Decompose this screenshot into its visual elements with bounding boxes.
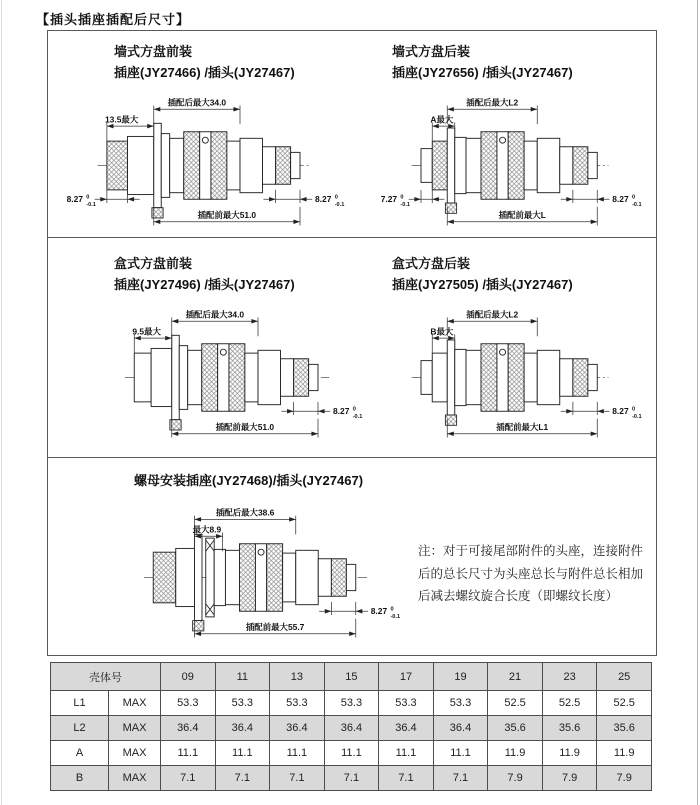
part-numbers-label: 插座(JY27656) /插头(JY27467) <box>392 65 573 80</box>
dim-arrow <box>566 197 573 202</box>
table-cell: 7.1 <box>379 766 434 791</box>
drawing-wall-rear <box>376 83 676 233</box>
panel-title <box>134 470 408 491</box>
connector-segment <box>455 137 466 193</box>
table-cell: 36.4 <box>324 716 379 741</box>
dim-arrow <box>531 319 538 324</box>
tolerance-lower: -0.1 <box>631 413 642 420</box>
dim-label: 插配后最大34.0 <box>185 309 245 320</box>
knurled-segment <box>184 132 200 200</box>
tolerance-lower: -0.1 <box>400 201 411 208</box>
dim-label: 插配前最大L1 <box>496 422 549 432</box>
dim-arrow <box>597 197 604 202</box>
dim-label: 最大8.9 <box>192 524 222 535</box>
table-cell: 11.1 <box>161 741 216 766</box>
dim-arrow <box>447 319 454 324</box>
table-cell: 11.1 <box>270 741 325 766</box>
tolerance-upper: 0 <box>352 406 356 413</box>
section-row-2 <box>48 238 656 458</box>
connector-segment <box>421 149 432 183</box>
knurled-segment <box>481 132 497 200</box>
dim-label: 13.5最大 <box>105 114 139 125</box>
dim-arrow <box>531 107 538 112</box>
section-row-3 <box>48 458 656 655</box>
connector-segment <box>258 350 281 404</box>
connector-segment <box>346 564 355 590</box>
connector-segment <box>281 359 294 397</box>
table-cell: 7.9 <box>542 766 597 791</box>
panel-box-front <box>48 238 363 457</box>
knurled-segment <box>573 359 588 397</box>
knurled-segment <box>240 544 256 612</box>
connector-segment <box>466 350 481 404</box>
dim-arrow <box>107 124 114 129</box>
panel-wall-front <box>48 31 352 237</box>
dim-arrow <box>293 220 300 225</box>
dim-arrow <box>432 197 439 202</box>
dim-arrow <box>447 107 454 112</box>
table-header-cell: 11 <box>215 663 270 691</box>
connector-segment <box>588 152 597 178</box>
knurled-segment <box>229 344 245 412</box>
connector-segment <box>151 348 172 406</box>
table-cell: 7.1 <box>324 766 379 791</box>
mount-style-label: 墙式方盘后装 <box>392 44 471 59</box>
connector-segment <box>588 364 597 390</box>
table-cell: 36.4 <box>215 716 270 741</box>
dim-arrow <box>300 197 307 202</box>
tolerance-value: 8.27 <box>333 406 350 417</box>
tolerance-value: 8.27 <box>370 606 388 617</box>
table-cell: 7.1 <box>161 766 216 791</box>
dim-arrow <box>597 409 604 414</box>
connector-segment <box>466 138 481 192</box>
table-header-cell: 17 <box>379 663 434 691</box>
panel-title <box>114 253 352 295</box>
dim-arrow <box>147 124 154 129</box>
table-param-cell: L2 <box>51 716 109 741</box>
knurled-segment <box>331 559 346 597</box>
page-left-edge <box>1 0 2 805</box>
table-cell: 36.4 <box>433 716 488 741</box>
tolerance-upper: 0 <box>631 406 636 413</box>
connector-segment <box>179 346 187 410</box>
table-cell: 52.5 <box>488 691 543 716</box>
table-cell: 11.9 <box>542 741 597 766</box>
knurled-segment <box>294 359 309 397</box>
table-cell: 36.4 <box>270 716 325 741</box>
connector-segment <box>227 141 240 190</box>
connector-segment <box>560 147 573 185</box>
connector-segment <box>537 138 560 192</box>
table-cell: 11.1 <box>324 741 379 766</box>
connector-segment <box>291 152 300 178</box>
section-row-1 <box>48 31 656 238</box>
connector-segment <box>309 364 318 390</box>
note-text: 注：对于可接尾部附件的头座，连接附件后的总长尺寸为头座总长与附件总长相加后减去螺纹旋合长度（即螺纹长度） <box>418 544 644 603</box>
polarizing-dot <box>202 137 208 143</box>
table-header-cell: 19 <box>433 663 488 691</box>
dim-label: 9.5最大 <box>132 326 161 337</box>
dim-arrow <box>432 336 439 341</box>
dim-label: 插配前最大51.0 <box>215 422 275 432</box>
table-cell: 53.3 <box>270 691 325 716</box>
connector-segment <box>214 549 225 605</box>
connector-segment <box>524 353 537 402</box>
dim-arrow <box>154 220 161 225</box>
table-cell: 35.6 <box>597 716 652 741</box>
table-row <box>51 716 652 741</box>
mounting-flange <box>172 335 180 419</box>
table-header-cell: 23 <box>542 663 597 691</box>
spec-table <box>50 662 652 791</box>
connector-segment <box>225 550 239 604</box>
tolerance-value: 8.27 <box>612 406 629 417</box>
knurled-segment <box>276 147 291 185</box>
knurled-segment <box>508 344 524 412</box>
table-cell: 11.1 <box>379 741 434 766</box>
dim-label: 插配前最大L <box>498 210 546 221</box>
drawings-panel <box>47 30 657 656</box>
connector-segment <box>263 147 276 185</box>
mounting-flange <box>447 128 455 203</box>
tolerance-lower: -0.1 <box>352 413 363 420</box>
table-param-cell: L1 <box>51 691 109 716</box>
knurled-segment <box>107 141 128 190</box>
knurled-segment <box>267 544 283 612</box>
panel-box-rear <box>352 238 656 457</box>
page-title: 【插头插座插配后尺寸】 <box>36 12 191 27</box>
polarizing-dot <box>500 137 506 143</box>
table-header-shell-label: 壳体号 <box>51 663 161 691</box>
dim-arrow <box>289 517 296 522</box>
dim-arrow <box>414 197 421 202</box>
dim-arrow <box>318 409 325 414</box>
dim-arrow <box>591 220 598 225</box>
dim-arrow <box>269 197 276 202</box>
knurled-segment <box>573 147 588 185</box>
dim-arrow <box>100 197 107 202</box>
tolerance-lower: -0.1 <box>631 201 642 208</box>
panel-title <box>392 253 656 295</box>
knurled-segment <box>432 141 447 190</box>
connector-segment <box>176 548 195 606</box>
part-numbers-label: 插座(JY27496) /插头(JY27467) <box>114 277 295 292</box>
connector-segment <box>524 141 537 190</box>
dim-arrow <box>165 336 172 341</box>
tolerance-value: 8.27 <box>612 194 629 205</box>
table-cell: 7.1 <box>433 766 488 791</box>
dim-arrow <box>195 517 202 522</box>
table-param-cell: B <box>51 766 109 791</box>
table-qualifier-cell: MAX <box>109 691 161 716</box>
table-header-cell: 21 <box>488 663 543 691</box>
table-cell: 7.1 <box>215 766 270 791</box>
dim-arrow <box>128 197 135 202</box>
table-body <box>51 691 652 791</box>
mounting-flange <box>154 123 162 207</box>
table-header-row <box>51 663 652 691</box>
dim-label: A最大 <box>430 114 454 125</box>
dim-arrow <box>325 609 332 614</box>
table-cell: 52.5 <box>542 691 597 716</box>
table-cell: 35.6 <box>488 716 543 741</box>
table-cell: 53.3 <box>379 691 434 716</box>
table-cell: 35.6 <box>542 716 597 741</box>
table-param-cell: A <box>51 741 109 766</box>
tolerance-lower: -0.1 <box>390 613 401 620</box>
table-qualifier-cell: MAX <box>109 766 161 791</box>
tolerance-value: 8.27 <box>315 194 332 205</box>
panel-title <box>114 41 352 83</box>
knurled-segment <box>153 552 176 603</box>
table-header-cell: 13 <box>270 663 325 691</box>
table-row <box>51 741 652 766</box>
table-header-cell: 25 <box>597 663 652 691</box>
part-numbers-label: 插座(JY27466) /插头(JY27467) <box>114 65 295 80</box>
connector-segment <box>188 350 202 404</box>
part-numbers-label: 插座(JY27505) /插头(JY27467) <box>392 277 573 292</box>
knurled-segment <box>202 344 218 412</box>
tolerance-upper: 0 <box>400 194 404 201</box>
connector-segment <box>134 353 151 402</box>
mounting-flange <box>195 534 203 620</box>
knurled-segment <box>481 344 497 412</box>
dim-arrow <box>172 432 179 437</box>
connector-segment <box>240 138 263 192</box>
dim-arrow <box>311 432 318 437</box>
table-cell: 53.3 <box>433 691 488 716</box>
connector-segment <box>318 559 331 597</box>
table-cell: 11.9 <box>597 741 652 766</box>
table-cell: 53.3 <box>324 691 379 716</box>
dim-label: 插配前最大51.0 <box>197 210 257 221</box>
table-cell: 52.5 <box>597 691 652 716</box>
tolerance-lower: -0.1 <box>86 201 96 208</box>
table-qualifier-cell: MAX <box>109 741 161 766</box>
table-head <box>51 663 652 691</box>
table-cell: 7.9 <box>597 766 652 791</box>
tolerance-value: 8.27 <box>66 194 83 205</box>
table-cell: 53.3 <box>161 691 216 716</box>
tolerance-value: 7.27 <box>380 194 398 205</box>
panel-wall-rear <box>352 31 656 237</box>
table-cell: 7.9 <box>488 766 543 791</box>
part-numbers-label: 螺母安装插座(JY27468)/插头(JY27467) <box>134 473 364 488</box>
connector-segment <box>170 138 184 192</box>
dim-label: B最大 <box>430 326 454 337</box>
table-row <box>51 766 652 791</box>
connector-segment <box>421 361 432 395</box>
dim-arrow <box>251 319 258 324</box>
mount-style-label: 盒式方盘前装 <box>114 256 193 271</box>
table-cell: 7.1 <box>270 766 325 791</box>
drawing-box-front <box>78 295 378 445</box>
drawing-nut-mount <box>102 495 422 645</box>
tolerance-lower: -0.1 <box>334 201 345 208</box>
table-qualifier-cell: MAX <box>109 716 161 741</box>
dim-arrow <box>287 409 294 414</box>
dim-arrow <box>356 609 363 614</box>
dim-arrow <box>233 107 240 112</box>
dim-label: 插配后最大L2 <box>466 97 519 108</box>
connector-segment <box>296 550 319 604</box>
connector-segment <box>161 134 169 198</box>
connector-segment <box>537 350 560 404</box>
tolerance-upper: 0 <box>390 606 394 613</box>
dim-arrow <box>432 124 439 129</box>
table-cell: 11.9 <box>488 741 543 766</box>
drawing-box-rear <box>376 295 676 445</box>
table-row <box>51 691 652 716</box>
connector-segment <box>560 359 573 397</box>
table-cell: 11.1 <box>215 741 270 766</box>
dim-arrow <box>216 534 223 539</box>
knurled-segment <box>508 132 524 200</box>
dim-arrow <box>172 319 179 324</box>
panel-title <box>392 41 656 83</box>
connector-segment <box>283 553 296 602</box>
drawing-wall-front <box>60 83 360 233</box>
table-header-cell: 15 <box>324 663 379 691</box>
tolerance-upper: 0 <box>631 194 636 201</box>
dim-arrow <box>566 409 573 414</box>
polarizing-dot <box>220 349 226 355</box>
panel-nut-mount <box>48 458 408 655</box>
connector-segment <box>455 349 466 405</box>
dim-label: 插配后最大L2 <box>466 309 519 320</box>
table-header-cell: 09 <box>161 663 216 691</box>
polarizing-dot <box>258 549 264 555</box>
mount-style-label: 墙式方盘前装 <box>114 44 193 59</box>
connector-segment <box>128 136 154 194</box>
dim-arrow <box>154 107 161 112</box>
dim-label: 插配后最大34.0 <box>167 97 227 108</box>
table-cell: 36.4 <box>161 716 216 741</box>
mount-style-label: 盒式方盘后装 <box>392 256 471 271</box>
tolerance-upper: 0 <box>86 194 90 201</box>
table-cell: 11.1 <box>433 741 488 766</box>
connector-segment <box>432 353 447 402</box>
dim-arrow <box>134 336 141 341</box>
tolerance-upper: 0 <box>334 194 338 201</box>
table-cell: 36.4 <box>379 716 434 741</box>
dim-label: 插配后最大38.6 <box>215 507 275 518</box>
polarizing-dot <box>500 349 506 355</box>
table-cell: 53.3 <box>215 691 270 716</box>
dim-arrow <box>591 432 598 437</box>
dim-arrow <box>349 632 356 637</box>
dim-label: 插配前最大55.7 <box>245 622 305 632</box>
dim-arrow <box>447 432 454 437</box>
connector-segment <box>245 353 258 402</box>
mounting-flange <box>447 340 455 415</box>
dim-arrow <box>195 632 202 637</box>
dim-arrow <box>447 220 454 225</box>
knurled-segment <box>211 132 227 200</box>
page-right-edge <box>697 0 698 805</box>
